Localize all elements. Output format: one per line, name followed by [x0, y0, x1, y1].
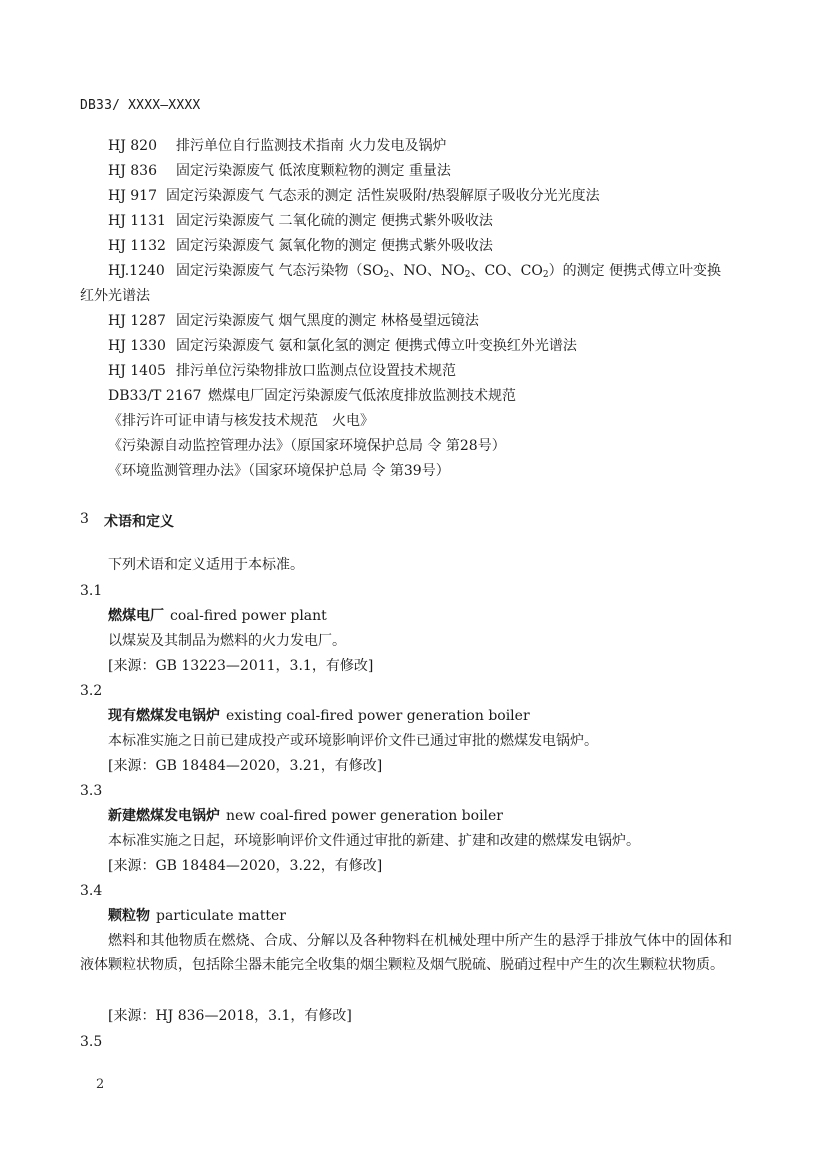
section-number: 3 — [80, 511, 89, 527]
term-definition: 燃料和其他物质在燃烧、合成、分解以及各种物料在机械处理中所产生的悬浮于排放气体中的固体和液体颗粒状物质，包括除尘器未能完全收集的烟尘颗粒及烟气脱硫、脱硝过程中产生的次生颗粒状物质。 — [80, 933, 732, 973]
reference-item: HJ 1287 固定污染源废气 烟气黑度的测定 林格曼望远镜法 — [108, 313, 479, 329]
regulation-item: 《排污许可证申请与核发技术规范 火电》 — [108, 413, 374, 429]
reference-item: HJ 917 固定污染源废气 气态汞的测定 活性炭吸附/热裂解原子吸收分光光度法 — [108, 188, 600, 204]
term-definition: 本标准实施之日前已建成投产或环境影响评价文件已通过审批的燃煤发电锅炉。 — [108, 733, 598, 749]
reference-item: HJ 820 排污单位自行监测技术指南 火力发电及锅炉 — [108, 138, 447, 154]
term-source: [来源：GB 18484—2020，3.22，有修改] — [108, 858, 383, 874]
term-source: [来源：HJ 836—2018，3.1，有修改] — [108, 1008, 352, 1024]
section-title: 术语和定义 — [104, 514, 174, 530]
reference-item: HJ 1405 排污单位污染物排放口监测点位设置技术规范 — [108, 363, 456, 379]
term-number: 3.2 — [80, 683, 103, 699]
reference-item: HJ 1131 固定污染源废气 二氧化硫的测定 便携式紫外吸收法 — [108, 213, 493, 229]
term-definition: 以煤炭及其制品为燃料的火力发电厂。 — [108, 633, 346, 649]
page-number: 2 — [96, 1077, 105, 1092]
term-definition: 本标准实施之日起，环境影响评价文件通过审批的新建、扩建和改建的燃煤发电锅炉。 — [108, 833, 640, 849]
section-intro: 下列术语和定义适用于本标准。 — [108, 557, 304, 573]
reference-item: DB33/T 2167 燃煤电厂固定污染源废气低浓度排放监测技术规范 — [108, 388, 516, 404]
regulation-item: 《环境监测管理办法》（国家环境保护总局 令 第39号） — [108, 463, 450, 479]
term-heading: 新建燃煤发电锅炉 new coal-fired power generation boiler — [108, 808, 503, 824]
term-number: 3.1 — [80, 583, 103, 599]
reference-item: HJ 1330 固定污染源废气 氨和氯化氢的测定 便携式傅立叶变换红外光谱法 — [108, 338, 577, 354]
term-heading: 颗粒物 particulate matter — [108, 908, 286, 924]
reference-continuation: 红外光谱法 — [80, 288, 150, 304]
term-source: [来源：GB 18484—2020，3.21，有修改] — [108, 758, 383, 774]
reference-item: HJ 836 固定污染源废气 低浓度颗粒物的测定 重量法 — [108, 163, 451, 179]
term-heading: 燃煤电厂 coal-fired power plant — [108, 608, 327, 624]
document-code-header: DB33/ XXXX—XXXX — [80, 98, 201, 113]
term-number: 3.3 — [80, 783, 103, 799]
reference-item: HJ 1132 固定污染源废气 氮氧化物的测定 便携式紫外吸收法 — [108, 238, 493, 254]
term-number: 3.4 — [80, 883, 103, 899]
term-source: [来源：GB 13223—2011，3.1，有修改] — [108, 658, 374, 674]
term-number: 3.5 — [80, 1034, 103, 1050]
reference-item: HJ.1240 固定污染源废气 气态污染物（$SO_2$、NO、$NO_2$、CO、$CO_2$）的测定 便携式傅立叶变换 — [108, 263, 722, 280]
regulation-item: 《污染源自动监控管理办法》（原国家环境保护总局 令 第28号） — [108, 438, 506, 454]
term-heading: 现有燃煤发电锅炉 existing coal-fired power generation boiler — [108, 708, 530, 724]
